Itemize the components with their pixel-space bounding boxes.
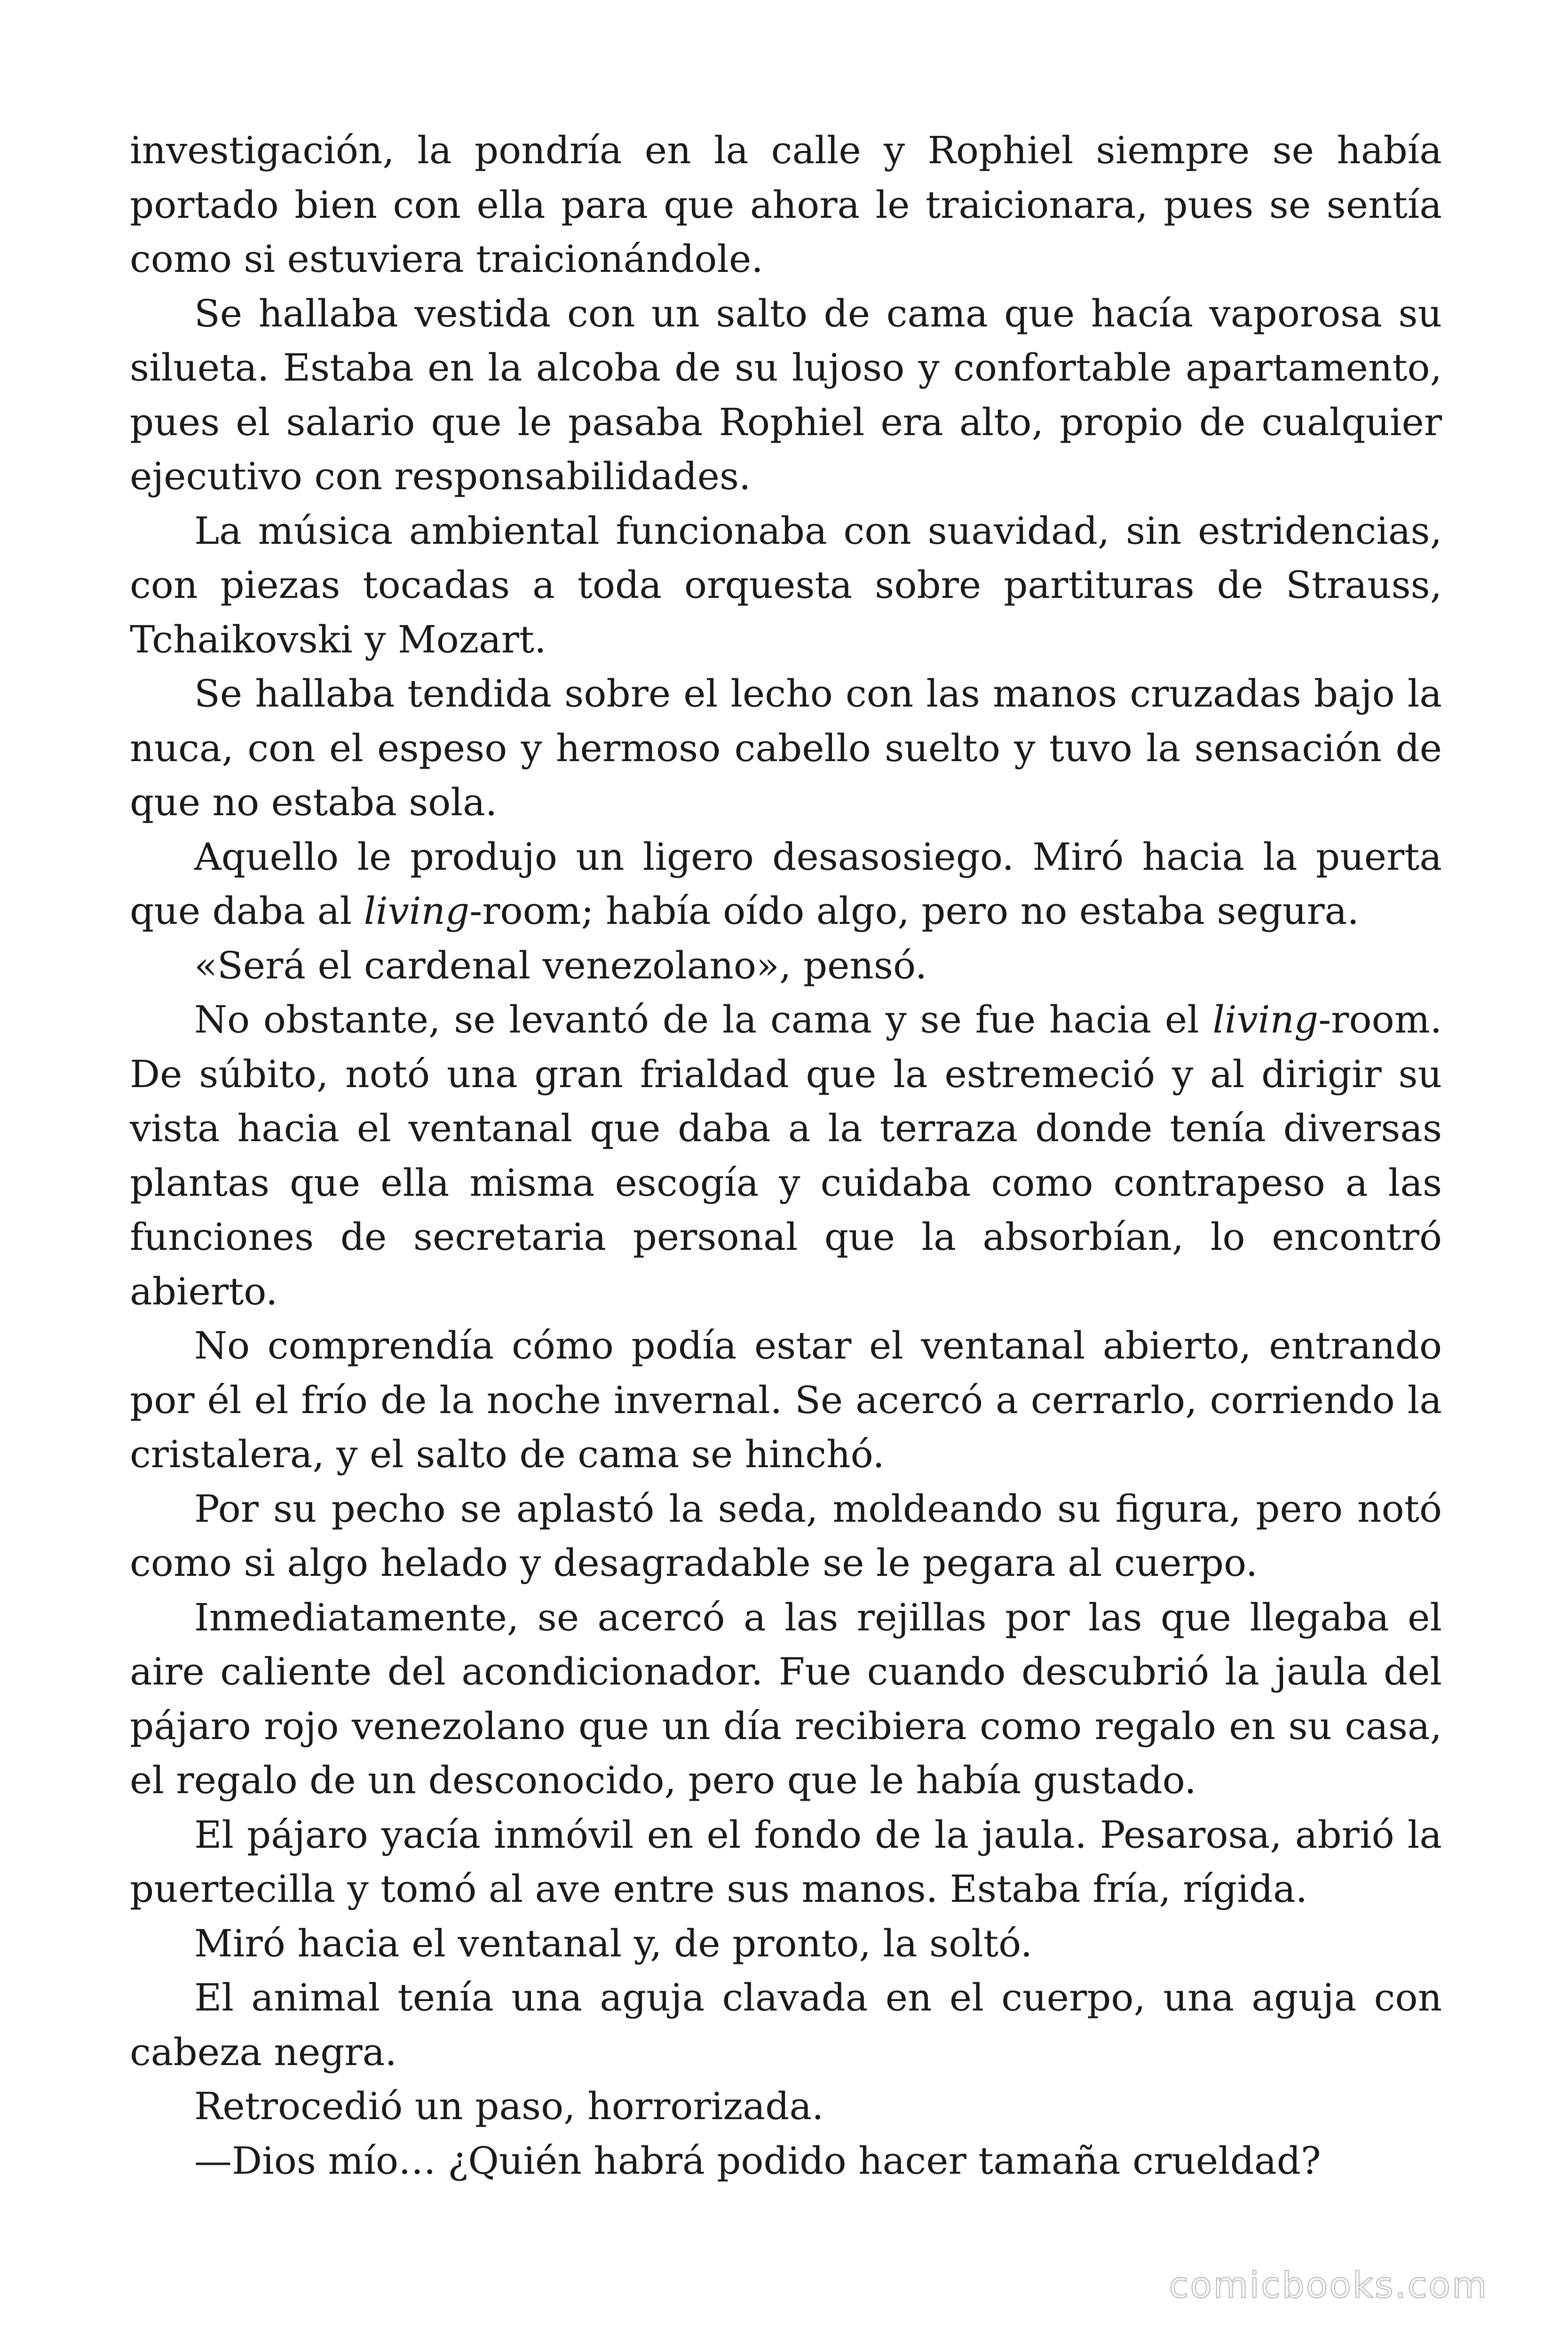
watermark-logo: comicbooks.com bbox=[1169, 2264, 1488, 2306]
paragraph-text: «Será el cardenal venezolano», pensó. bbox=[194, 943, 927, 987]
paragraph-text: investigación, la pondría en la calle y Rophiel siempre se había portado bien con ella para que ahora le traicionara, pues se sentía como si estuviera traicionándole. bbox=[130, 128, 1442, 281]
paragraph bbox=[130, 1482, 1442, 1590]
paragraph-text: Retrocedió un paso, horrorizada. bbox=[194, 2084, 824, 2128]
paragraph bbox=[130, 1319, 1442, 1482]
paragraph bbox=[130, 504, 1442, 667]
paragraph bbox=[130, 1916, 1442, 1971]
paragraph bbox=[130, 2134, 1442, 2188]
paragraph-text: No comprendía cómo podía estar el ventanal abierto, entrando por él el frío de la noche invernal. Se acercó a cerrarlo, corriendo la cristalera, y el salto de cama se hinchó. bbox=[130, 1324, 1442, 1476]
paragraph-text: Por su pecho se aplastó la seda, moldeando su figura, pero notó como si algo helado y desagradable se le pegara al cuerpo. bbox=[130, 1486, 1442, 1585]
paragraph-text: El pájaro yacía inmóvil en el fondo de la jaula. Pesarosa, abrió la puertecilla y tomó al ave entre sus manos. Estaba fría, rígida. bbox=[130, 1812, 1442, 1911]
paragraph bbox=[130, 1590, 1442, 1808]
paragraph bbox=[130, 1808, 1442, 1916]
paragraph-text: Se hallaba vestida con un salto de cama que hacía vaporosa su silueta. Estaba en la alcoba de su lujoso y confortable apartamento, pues el salario que le pasaba Rophiel era alto, propio de cualquier ejecutivo con responsabilidades. bbox=[130, 291, 1442, 498]
body-text bbox=[130, 123, 1442, 2188]
paragraph-text: La música ambiental funcionaba con suavidad, sin estridencias, con piezas tocadas a toda orquesta sobre partituras de Strauss, Tchaikovski y Mozart. bbox=[130, 509, 1442, 661]
paragraph bbox=[130, 830, 1442, 938]
paragraph bbox=[130, 2079, 1442, 2134]
paragraph-text: El animal tenía una aguja clavada en el cuerpo, una aguja con cabeza negra. bbox=[130, 1976, 1442, 2074]
paragraph bbox=[130, 123, 1442, 286]
paragraph-text: Miró hacia el ventanal y, de pronto, la soltó. bbox=[194, 1921, 1033, 1965]
paragraph-text: —Dios mío… ¿Quién habrá podido hacer tamaña crueldad? bbox=[194, 2138, 1321, 2183]
paragraph-text: Se hallaba tendida sobre el lecho con las manos cruzadas bajo la nuca, con el espeso y hermoso cabello suelto y tuvo la sensación de que no estaba sola. bbox=[130, 672, 1442, 824]
paragraph bbox=[130, 938, 1442, 993]
paragraph bbox=[130, 993, 1442, 1319]
italic-text: living bbox=[1212, 998, 1319, 1041]
paragraph-text: Inmediatamente, se acercó a las rejillas por las que llegaba el aire caliente del acondicionador. Fue cuando descubrió la jaula del pájaro rojo venezolano que un día recibiera como regalo en su casa, el regalo de un desconocido, pero que le había gustado. bbox=[130, 1595, 1442, 1802]
paragraph bbox=[130, 286, 1442, 504]
paragraph-text: -room; había oído algo, pero no estaba segura. bbox=[469, 889, 1359, 933]
paragraph bbox=[130, 667, 1442, 830]
italic-text: living bbox=[364, 889, 470, 933]
paragraph bbox=[130, 1971, 1442, 2079]
paragraph-text: No obstante, se levantó de la cama y se fue hacia el bbox=[194, 998, 1213, 1041]
paragraph-text: -room. De súbito, notó una gran frialdad que la estremeció y al dirigir su vista hacia el ventanal que daba a la terraza donde tenía diversas plantas que ella misma escogía y cuidaba como contrapeso a las funciones de secretaria personal que la absorbían, lo encontró abierto. bbox=[130, 998, 1442, 1313]
paragraph-text: Aquello le produjo un ligero desasosiego. Miró hacia la puerta que daba al bbox=[130, 834, 1442, 933]
